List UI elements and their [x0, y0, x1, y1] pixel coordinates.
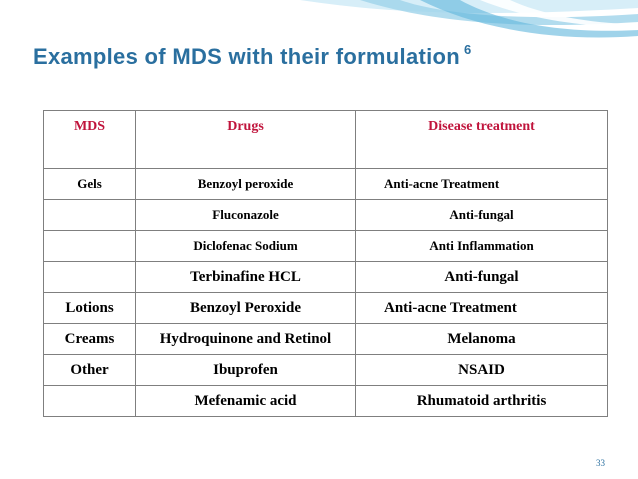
- cell-drug: Benzoyl peroxide: [136, 169, 356, 200]
- cell-mds: [44, 200, 136, 231]
- cell-drug: Benzoyl Peroxide: [136, 293, 356, 324]
- cell-mds: Gels: [44, 169, 136, 200]
- cell-drug: Diclofenac Sodium: [136, 231, 356, 262]
- header-drugs: Drugs: [136, 111, 356, 169]
- cell-drug: Mefenamic acid: [136, 386, 356, 417]
- table-header-row: [44, 111, 608, 169]
- cell-treatment: Melanoma: [356, 324, 608, 355]
- title-superscript: 6: [464, 42, 472, 57]
- cell-treatment: Anti-fungal: [356, 200, 608, 231]
- header-mds: MDS: [44, 111, 136, 169]
- cell-treatment: Anti-acne Treatment: [356, 169, 608, 200]
- mds-table: [43, 110, 608, 417]
- header-disease-treatment: Disease treatment: [356, 111, 608, 169]
- page-number: 33: [596, 458, 605, 468]
- cell-drug: Fluconazole: [136, 200, 356, 231]
- cell-treatment: Rhumatoid arthritis: [356, 386, 608, 417]
- cell-mds: [44, 262, 136, 293]
- cell-treatment: NSAID: [356, 355, 608, 386]
- table-row: [44, 324, 608, 355]
- cell-treatment: Anti-fungal: [356, 262, 608, 293]
- cell-mds: Other: [44, 355, 136, 386]
- table-row: [44, 231, 608, 262]
- table-row: [44, 293, 608, 324]
- table-row: [44, 386, 608, 417]
- cell-drug: Hydroquinone and Retinol: [136, 324, 356, 355]
- table-row: [44, 200, 608, 231]
- cell-mds: Creams: [44, 324, 136, 355]
- cell-drug: Terbinafine HCL: [136, 262, 356, 293]
- table-row: [44, 355, 608, 386]
- cell-mds: Lotions: [44, 293, 136, 324]
- table-row: [44, 169, 608, 200]
- cell-mds: [44, 231, 136, 262]
- cell-treatment: Anti-acne Treatment: [356, 293, 608, 324]
- page-title: Examples of MDS with their formulation $^6$: [33, 42, 472, 69]
- table-row: [44, 262, 608, 293]
- cell-mds: [44, 386, 136, 417]
- cell-treatment: Anti Inflammation: [356, 231, 608, 262]
- cell-drug: Ibuprofen: [136, 355, 356, 386]
